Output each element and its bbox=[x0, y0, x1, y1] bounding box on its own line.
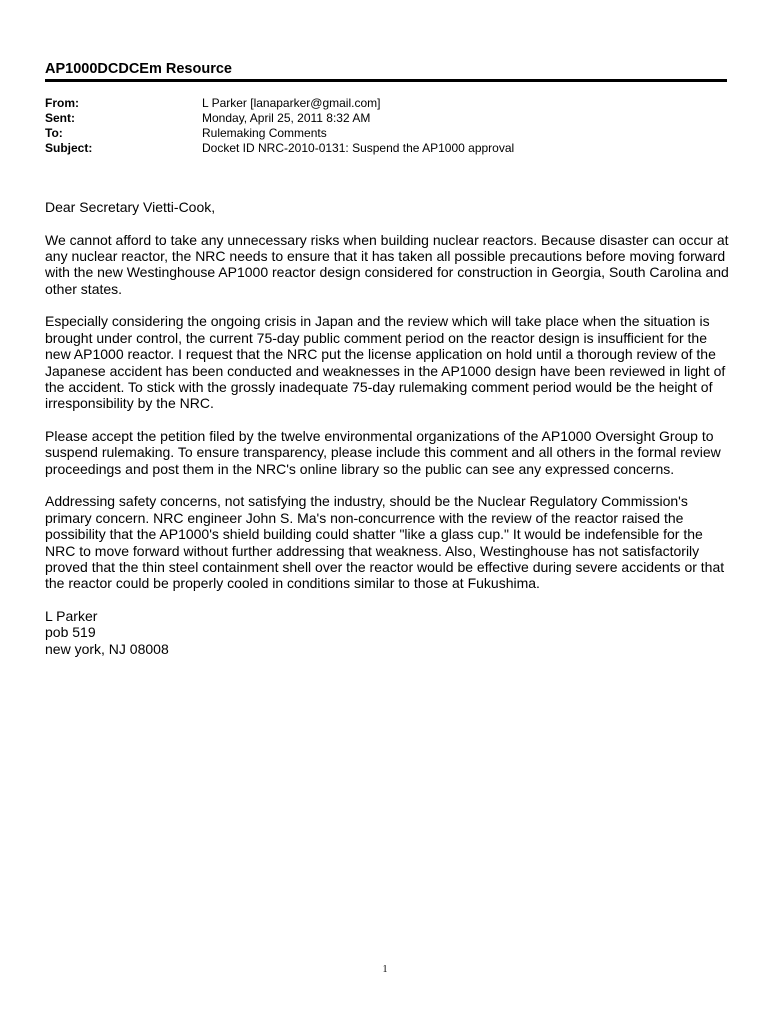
letter-body bbox=[45, 199, 730, 657]
signature-address-line2: new york, NJ 08008 bbox=[45, 640, 169, 657]
subject-label: Subject: bbox=[45, 141, 93, 155]
signature-name: L Parker bbox=[45, 608, 98, 625]
salutation: Dear Secretary Vietti-Cook, bbox=[45, 199, 216, 215]
signature-address-line1: pob 519 bbox=[45, 624, 96, 641]
paragraph-1: We cannot afford to take any unnecessary risks when building nuclear reactors. Because disaster can occur at any nuclear reactor, the NRC needs to ensure that it has taken all possible precautions before moving forward with the new Westinghouse AP1000 reactor design considered for construction in Georgia, South Carolina and other states. bbox=[45, 231, 729, 297]
to-value: Rulemaking Comments bbox=[202, 126, 327, 140]
to-label: To: bbox=[45, 126, 63, 140]
header-row-from bbox=[45, 96, 514, 111]
subject-value: Docket ID NRC-2010-0131: Suspend the AP1000 approval bbox=[202, 141, 515, 155]
from-value: L Parker [lanaparker@gmail.com] bbox=[202, 96, 381, 110]
sent-label: Sent: bbox=[45, 111, 75, 125]
sent-value: Monday, April 25, 2011 8:32 AM bbox=[202, 111, 371, 125]
from-label: From: bbox=[45, 96, 79, 110]
paragraph-4: Addressing safety concerns, not satisfying the industry, should be the Nuclear Regulatory Commission's primary concern. NRC engineer John S. Ma's non-concurrence with the review of the reactor raised the possibility that the AP1000's shield building could shatter "like a glass cup." It would be indefensible for the NRC to move forward without further addressing that weakness. Also, Westinghouse has not satisfactorily proved that the thin steel containment shell over the reactor would be effective during severe accidents or that the reactor could be properly cooled in conditions similar to those at Fukushima. bbox=[45, 493, 725, 592]
header-row-sent bbox=[45, 111, 514, 126]
page-number: 1 bbox=[382, 964, 388, 975]
document-title: AP1000DCDCEm Resource bbox=[45, 61, 232, 77]
paragraph-3: Please accept the petition filed by the twelve environmental organizations of the AP1000 Oversight Group to suspend rulemaking. To ensure transparency, please include this comment and all others in the formal review proceedings and post them in the NRC's online library so the public can see any expressed concerns. bbox=[45, 428, 721, 477]
signature-block bbox=[45, 608, 730, 657]
paragraph-2: Especially considering the ongoing crisis in Japan and the review which will take place when the situation is brought under control, the current 75-day public comment period on the reactor design is insufficient for the new AP1000 reactor. I request that the NRC put the license application on hold until a thorough review of the Japanese accident has been conducted and weaknesses in the AP1000 design have been reviewed in light of the accident. To stick with the grossly inadequate 75-day rulemaking comment period would be the height of irresponsibility by the NRC. bbox=[45, 313, 726, 412]
title-divider bbox=[45, 79, 727, 82]
header-row-subject bbox=[45, 141, 514, 156]
header-row-to bbox=[45, 126, 514, 141]
email-header bbox=[45, 96, 514, 156]
